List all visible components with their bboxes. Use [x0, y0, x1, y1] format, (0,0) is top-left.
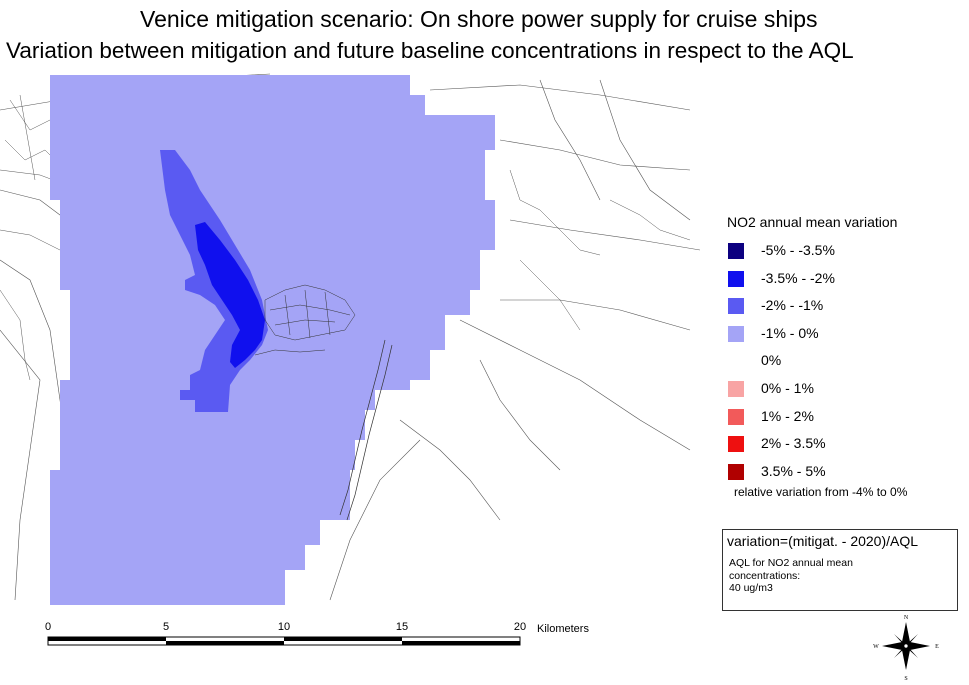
aql-text	[729, 557, 929, 595]
legend-note: relative variation from -4% to 0%	[734, 485, 908, 499]
legend-swatch	[728, 298, 744, 314]
scale-tick-0: 0	[44, 621, 52, 633]
formula-text: variation=(mitigat. - 2020)/AQL	[727, 533, 919, 549]
north-label: N	[903, 615, 909, 621]
legend-label: 0% - 1%	[761, 380, 814, 396]
scale-tick-10: 10	[277, 621, 291, 633]
legend-swatch	[728, 271, 744, 287]
aql-line-2: concentrations:	[729, 569, 801, 582]
scale-tick-5: 5	[162, 621, 170, 633]
legend-label: 0%	[761, 352, 782, 369]
legend-label: -1% - 0%	[761, 324, 819, 341]
legend-item	[727, 324, 947, 344]
legend-item	[727, 241, 947, 261]
scale-tick-20: 20	[513, 621, 527, 633]
map-subtitle: Variation between mitigation and future baseline concentrations in respect to the AQL	[6, 38, 854, 63]
legend-swatch	[728, 409, 744, 425]
north-arrow-icon	[868, 612, 948, 682]
formula-box	[722, 529, 958, 611]
legend-item	[727, 407, 947, 427]
plume-area-light	[50, 75, 495, 605]
legend-item	[727, 379, 947, 399]
legend-label: -5% - -3.5%	[761, 242, 835, 258]
legend-swatch	[728, 464, 744, 480]
legend-swatch	[728, 243, 744, 259]
legend-label: 2% - 3.5%	[761, 435, 826, 452]
legend-item	[727, 351, 947, 371]
legend-item	[727, 434, 947, 454]
legend-item	[727, 462, 947, 482]
legend-item	[727, 296, 947, 316]
legend-label: -3.5% - -2%	[761, 269, 835, 286]
east-label: E	[935, 644, 939, 650]
legend-item	[727, 269, 947, 289]
map-title: Venice mitigation scenario: On shore power supply for cruise ships	[140, 6, 818, 32]
legend-label: 1% - 2%	[761, 407, 814, 424]
aql-line-3: 40 ug/m3	[729, 582, 773, 594]
scale-tick-15: 15	[395, 621, 409, 633]
legend-swatch	[728, 326, 744, 342]
aql-line-1: AQL for NO2 annual mean	[729, 557, 853, 569]
south-label: S	[904, 676, 908, 682]
legend-title: NO2 annual mean variation	[727, 214, 898, 230]
legend-label: -2% - -1%	[761, 297, 824, 314]
legend-label: 3.5% - 5%	[761, 462, 826, 479]
legend-swatch	[728, 353, 744, 369]
legend-swatch	[728, 436, 744, 452]
legend-swatch	[728, 381, 744, 397]
scale-unit: Kilometers	[537, 623, 589, 635]
west-label: W	[873, 644, 879, 650]
